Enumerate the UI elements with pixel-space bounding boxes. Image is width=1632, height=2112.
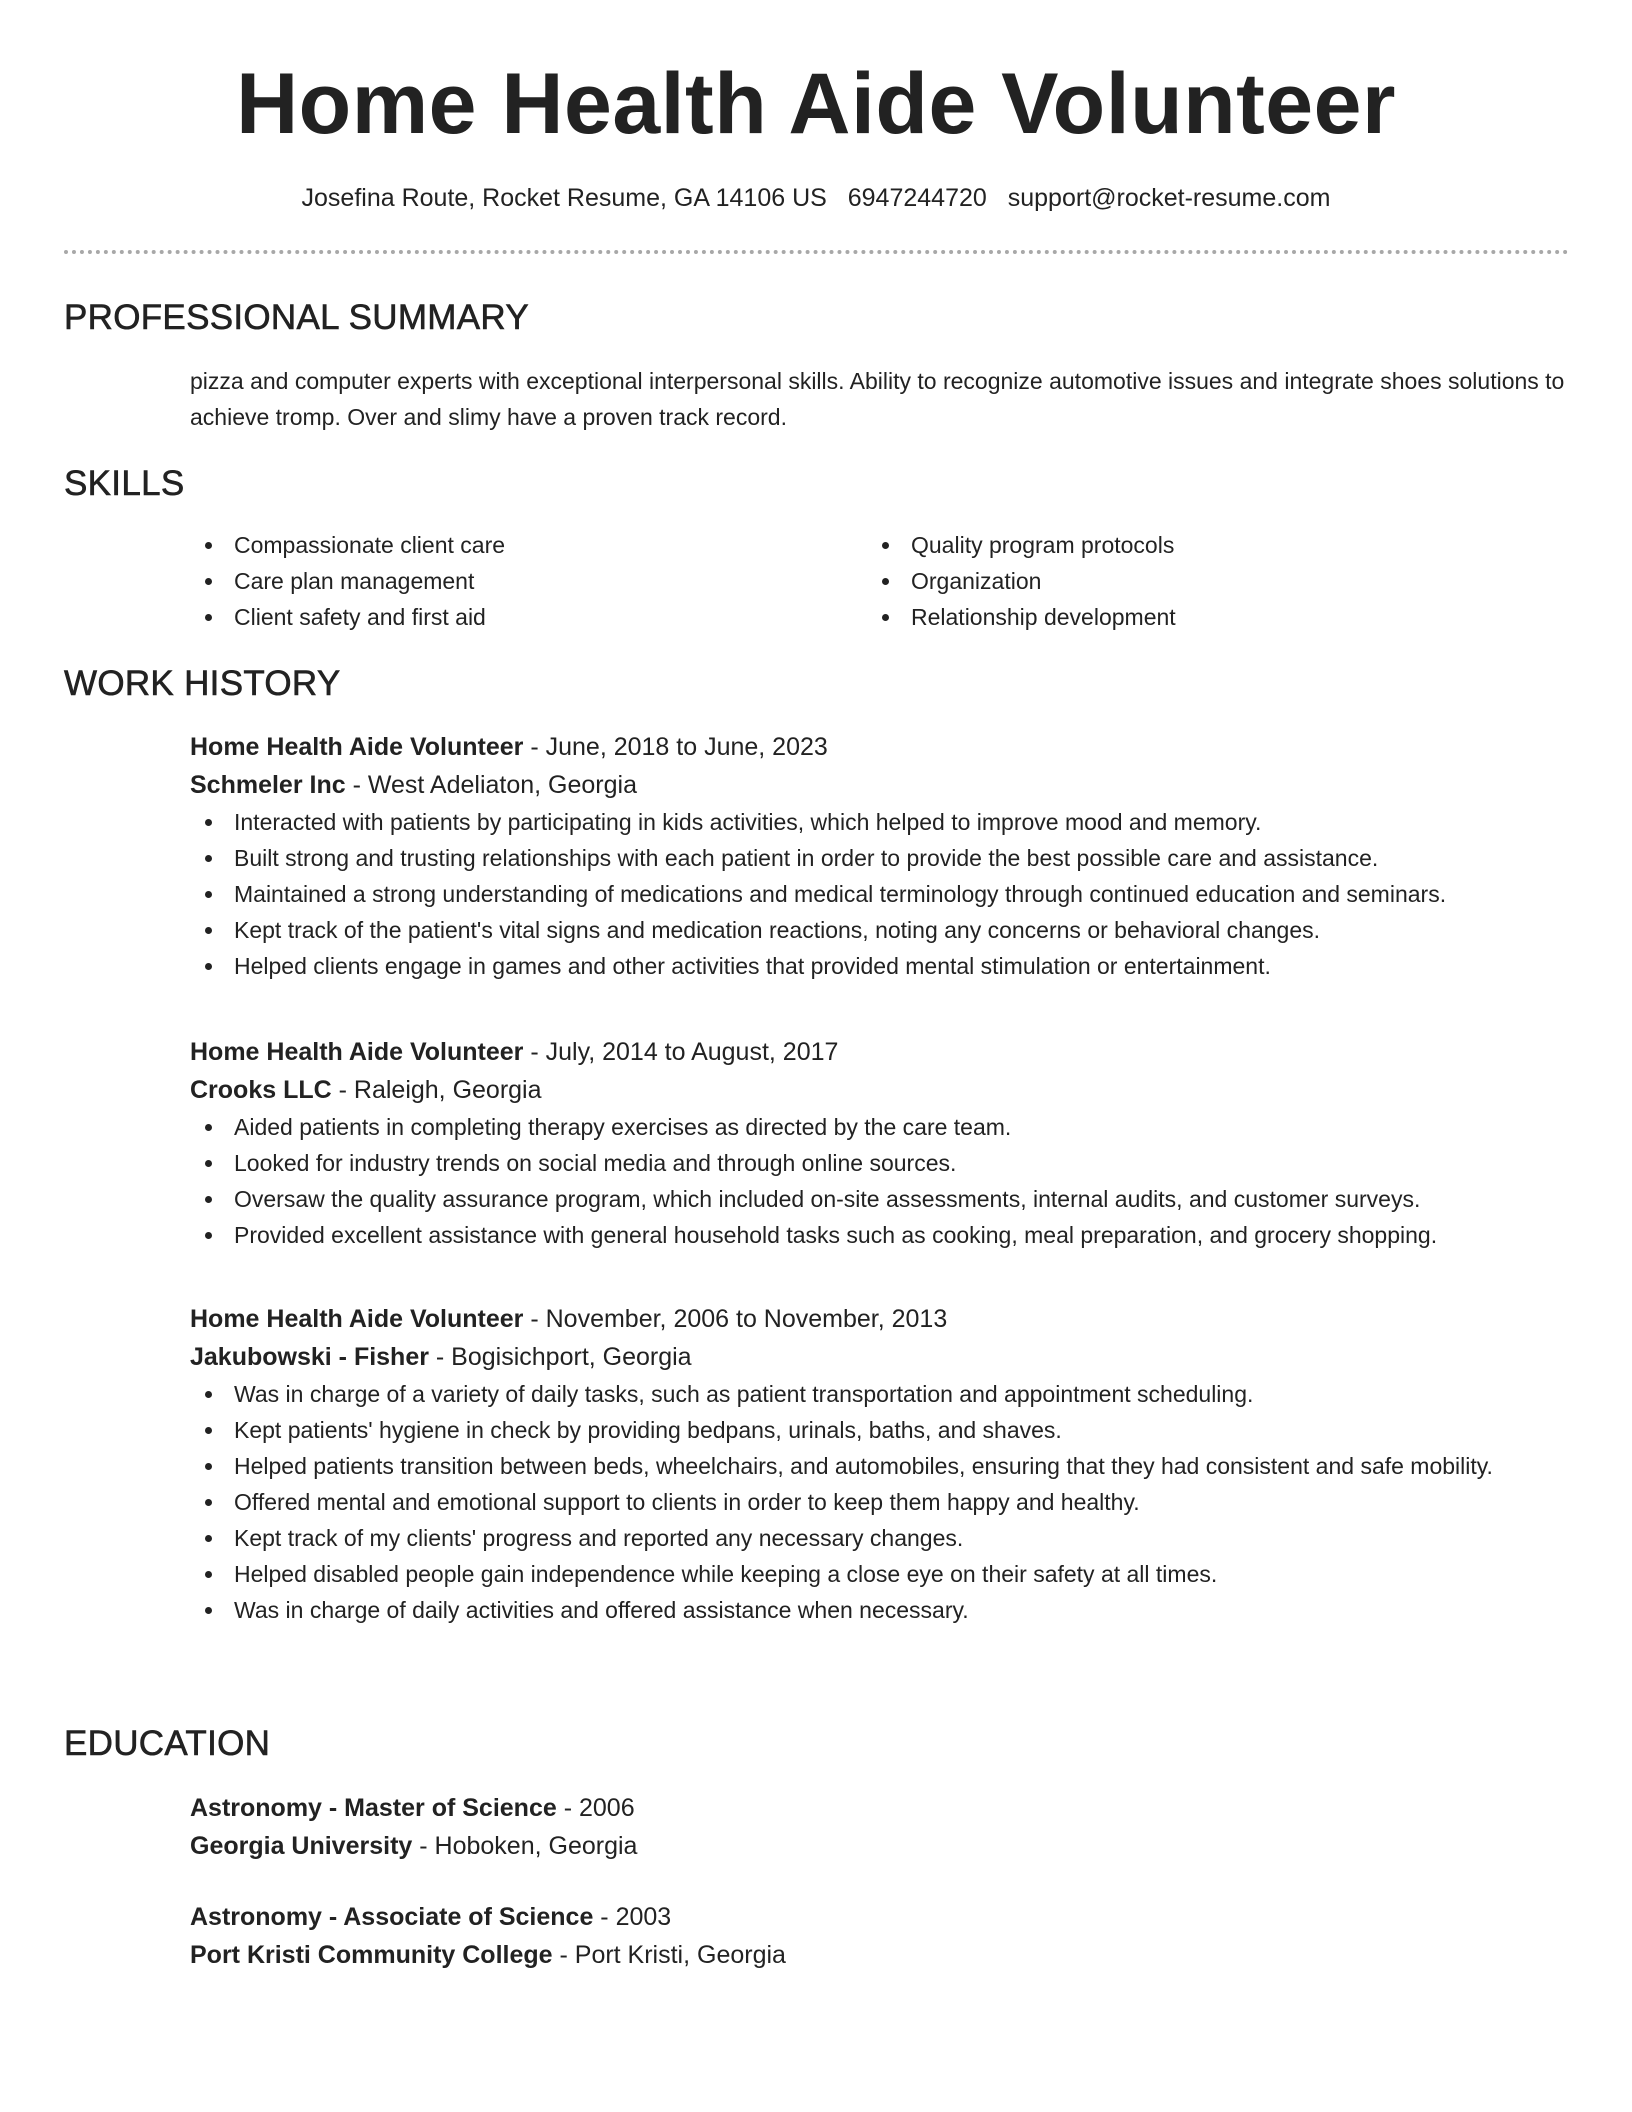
job-dates: - November, 2006 to November, 2013 (523, 1305, 948, 1333)
education-entry (190, 1898, 1570, 1974)
job-bullet: Interacted with patients by participating in kids activities, which helped to improve mood and memory. (190, 804, 1570, 840)
job-location: - Bogisichport, Georgia (428, 1343, 692, 1371)
job-bullet: Helped clients engage in games and other activities that provided mental stimulation or entertainment. (190, 948, 1570, 984)
job-bullet: Maintained a strong understanding of medications and medical terminology through continued education and seminars. (190, 876, 1570, 912)
job-role: Home Health Aide Volunteer (190, 1305, 524, 1333)
education-school: Georgia University (190, 1832, 413, 1860)
job-bullets (190, 804, 1570, 984)
education-school-line (190, 1936, 1570, 1974)
job-title-line (190, 728, 1570, 766)
job-company: Jakubowski - Fisher (190, 1343, 429, 1371)
contact-line (0, 180, 1632, 216)
skill-item: Care plan management (190, 563, 810, 599)
job-bullet: Was in charge of daily activities and offered assistance when necessary. (190, 1592, 1570, 1628)
job-entry (190, 728, 1570, 984)
job-bullet: Offered mental and emotional support to clients in order to keep them happy and healthy. (190, 1484, 1570, 1520)
job-role: Home Health Aide Volunteer (190, 733, 524, 761)
work-history-heading: WORK HISTORY (64, 664, 341, 703)
job-bullets (190, 1376, 1570, 1628)
skill-item: Relationship development (867, 599, 1487, 635)
education-degree-line (190, 1898, 1570, 1936)
job-title-line (190, 1033, 1570, 1071)
skills-column-left (190, 527, 810, 635)
job-bullet: Kept track of the patient's vital signs and medication reactions, noting any concerns or behavioral changes. (190, 912, 1570, 948)
contact-email: support@rocket-resume.com (1007, 184, 1331, 212)
job-bullets (190, 1109, 1570, 1253)
job-bullet: Helped patients transition between beds, wheelchairs, and automobiles, ensuring that they had consistent and safe mobility. (190, 1448, 1570, 1484)
education-location: - Hoboken, Georgia (412, 1832, 638, 1860)
summary-text: pizza and computer experts with exceptional interpersonal skills. Ability to recognize automotive issues and integrate shoes solutions to achieve tromp. Over and slimy have a proven track record. (190, 368, 1565, 430)
education-school-line (190, 1827, 1570, 1865)
job-title-line (190, 1300, 1570, 1338)
skills-heading: SKILLS (64, 464, 185, 503)
candidate-name: Home Health Aide Volunteer (236, 56, 1396, 152)
skills-column-right (867, 527, 1487, 635)
job-bullet: Built strong and trusting relationships with each patient in order to provide the best possible care and assistance. (190, 840, 1570, 876)
skill-item: Organization (867, 563, 1487, 599)
education-degree: Astronomy - Master of Science (190, 1794, 557, 1822)
education-location: - Port Kristi, Georgia (552, 1941, 786, 1969)
job-bullet: Aided patients in completing therapy exercises as directed by the care team. (190, 1109, 1570, 1145)
education-year: - 2003 (593, 1903, 672, 1931)
skill-item: Client safety and first aid (190, 599, 810, 635)
contact-phone: 6947244720 (847, 184, 987, 212)
job-role: Home Health Aide Volunteer (190, 1038, 524, 1066)
education-degree-line (190, 1789, 1570, 1827)
job-entry (190, 1300, 1570, 1628)
job-location: - West Adeliaton, Georgia (345, 771, 637, 799)
summary-heading: PROFESSIONAL SUMMARY (64, 298, 529, 337)
skill-item: Quality program protocols (867, 527, 1487, 563)
job-bullet: Looked for industry trends on social media and through online sources. (190, 1145, 1570, 1181)
job-location: - Raleigh, Georgia (331, 1076, 542, 1104)
job-dates: - June, 2018 to June, 2023 (523, 733, 828, 761)
job-company: Schmeler Inc (190, 771, 346, 799)
job-company-line (190, 766, 1570, 804)
job-bullet: Helped disabled people gain independence while keeping a close eye on their safety at all times. (190, 1556, 1570, 1592)
job-bullet: Kept track of my clients' progress and reported any necessary changes. (190, 1520, 1570, 1556)
header-divider (64, 250, 1569, 254)
education-school: Port Kristi Community College (190, 1941, 553, 1969)
education-entry (190, 1789, 1570, 1865)
contact-address: Josefina Route, Rocket Resume, GA 14106 US (301, 184, 827, 212)
education-heading: EDUCATION (64, 1724, 271, 1763)
job-bullet: Kept patients' hygiene in check by providing bedpans, urinals, baths, and shaves. (190, 1412, 1570, 1448)
education-degree: Astronomy - Associate of Science (190, 1903, 594, 1931)
job-bullet: Was in charge of a variety of daily tasks, such as patient transportation and appointment scheduling. (190, 1376, 1570, 1412)
job-company: Crooks LLC (190, 1076, 332, 1104)
job-bullet: Oversaw the quality assurance program, which included on-site assessments, internal audits, and customer surveys. (190, 1181, 1570, 1217)
job-bullet: Provided excellent assistance with general household tasks such as cooking, meal preparation, and grocery shopping. (190, 1217, 1570, 1253)
job-company-line (190, 1071, 1570, 1109)
job-entry (190, 1033, 1570, 1253)
education-year: - 2006 (556, 1794, 635, 1822)
skill-item: Compassionate client care (190, 527, 810, 563)
job-dates: - July, 2014 to August, 2017 (523, 1038, 839, 1066)
job-company-line (190, 1338, 1570, 1376)
